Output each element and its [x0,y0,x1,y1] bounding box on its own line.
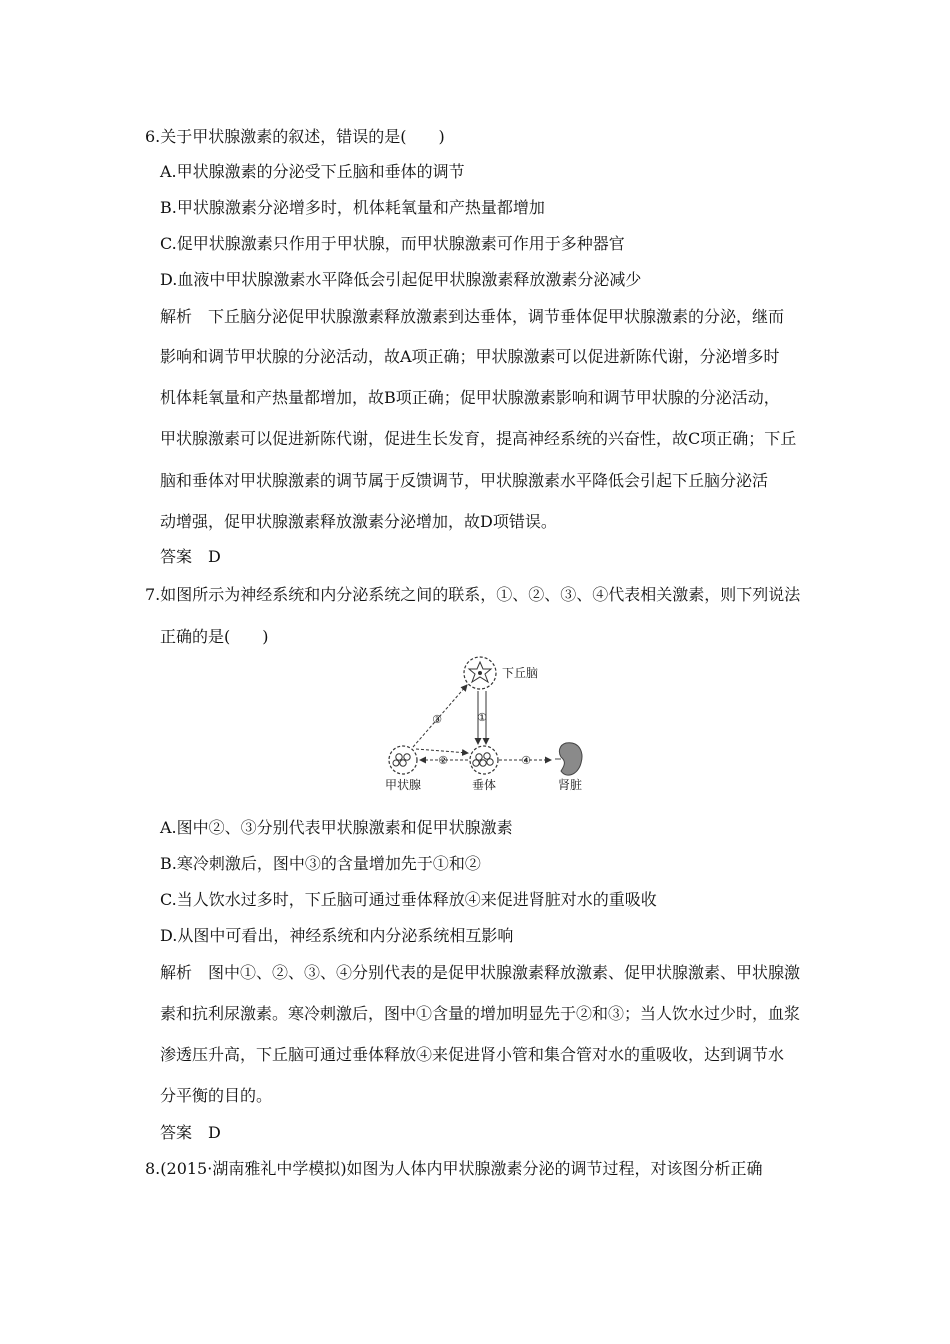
kidney-icon [559,743,582,775]
cell-cluster-icon [393,754,410,766]
q7-option-d: D.从图中可看出，神经系统和内分泌系统相互影响 [160,926,514,945]
pituitary-node [470,746,498,774]
q6-option-d: D.血液中甲状腺激素水平降低会引起促甲状腺激素释放激素分泌减少 [160,270,642,289]
q7-analysis-line: 分平衡的目的。 [160,1086,273,1105]
q7-option-a: A.图中②、③分别代表甲状腺激素和促甲状腺激素 [160,818,513,837]
q6-analysis-line: 机体耗氧量和产热量都增加，故B项正确；促甲状腺激素影响和调节甲状腺的分泌活动， [160,388,780,407]
q7-analysis-line: 解析 图中①、②、③、④分别代表的是促甲状腺激素释放激素、促甲状腺激素、甲状腺激 [160,963,801,982]
q6-option-a: A.甲状腺激素的分泌受下丘脑和垂体的调节 [160,162,465,181]
arrow-3-to-pituitary [416,749,468,753]
q7-analysis-line: 素和抗利尿激素。寒冷刺激后，图中①含量的增加明显先于②和③；当人饮水过少时，血浆 [160,1004,801,1023]
q7-stem-line: 正确的是( ) [160,627,269,646]
q6-analysis-line: 脑和垂体对甲状腺激素的调节属于反馈调节，甲状腺激素水平降低会引起下丘脑分泌活 [160,471,769,490]
cell-cluster-icon [473,753,493,766]
label-2: ② [438,754,448,767]
q6-option-c: C.促甲状腺激素只作用于甲状腺，而甲状腺激素可作用于多种器官 [160,234,625,253]
q6-analysis-line: 解析 下丘脑分泌促甲状腺激素释放激素到达垂体，调节垂体促甲状腺激素的分泌，继而 [160,307,785,326]
q6-answer: 答案 D [160,547,221,566]
pituitary-label: 垂体 [472,778,497,792]
q7-option-b: B.寒冷刺激后，图中③的含量增加先于①和② [160,854,481,873]
label-4: ④ [521,754,531,767]
q6-stem: 6.关于甲状腺激素的叙述，错误的是( ) [145,127,445,146]
q7-stem-line: 7.如图所示为神经系统和内分泌系统之间的联系，①、②、③、④代表相关激素，则下列说法 [145,585,801,604]
q7-answer: 答案 D [160,1123,221,1142]
hypothalamus-label: 下丘脑 [502,666,539,680]
endocrine-diagram [380,655,600,795]
label-1: ① [477,711,487,724]
q6-analysis-line: 甲状腺激素可以促进新陈代谢，促进生长发育，提高神经系统的兴奋性，故C项正确；下丘 [160,429,797,448]
kidney-label: 肾脏 [558,778,583,792]
hypothalamus-node [464,657,496,689]
q6-analysis-line: 动增强，促甲状腺激素释放激素分泌增加，故D项错误。 [160,512,557,531]
q7-analysis-line: 渗透压升高，下丘脑可通过垂体释放④来促进肾小管和集合管对水的重吸收，达到调节水 [160,1045,785,1064]
label-3: ③ [432,713,442,726]
q6-analysis-line: 影响和调节甲状腺的分泌活动，故A项正确；甲状腺激素可以促进新陈代谢，分泌增多时 [160,347,780,366]
q7-option-c: C.当人饮水过多时，下丘脑可通过垂体释放④来促进肾脏对水的重吸收 [160,890,657,909]
thyroid-label: 甲状腺 [385,778,422,792]
thyroid-node [389,746,417,774]
q8-stem: 8.(2015·湖南雅礼中学模拟)如图为人体内甲状腺激素分泌的调节过程，对该图分析正确 [145,1159,763,1178]
q6-option-b: B.甲状腺激素分泌增多时，机体耗氧量和产热量都增加 [160,198,545,217]
